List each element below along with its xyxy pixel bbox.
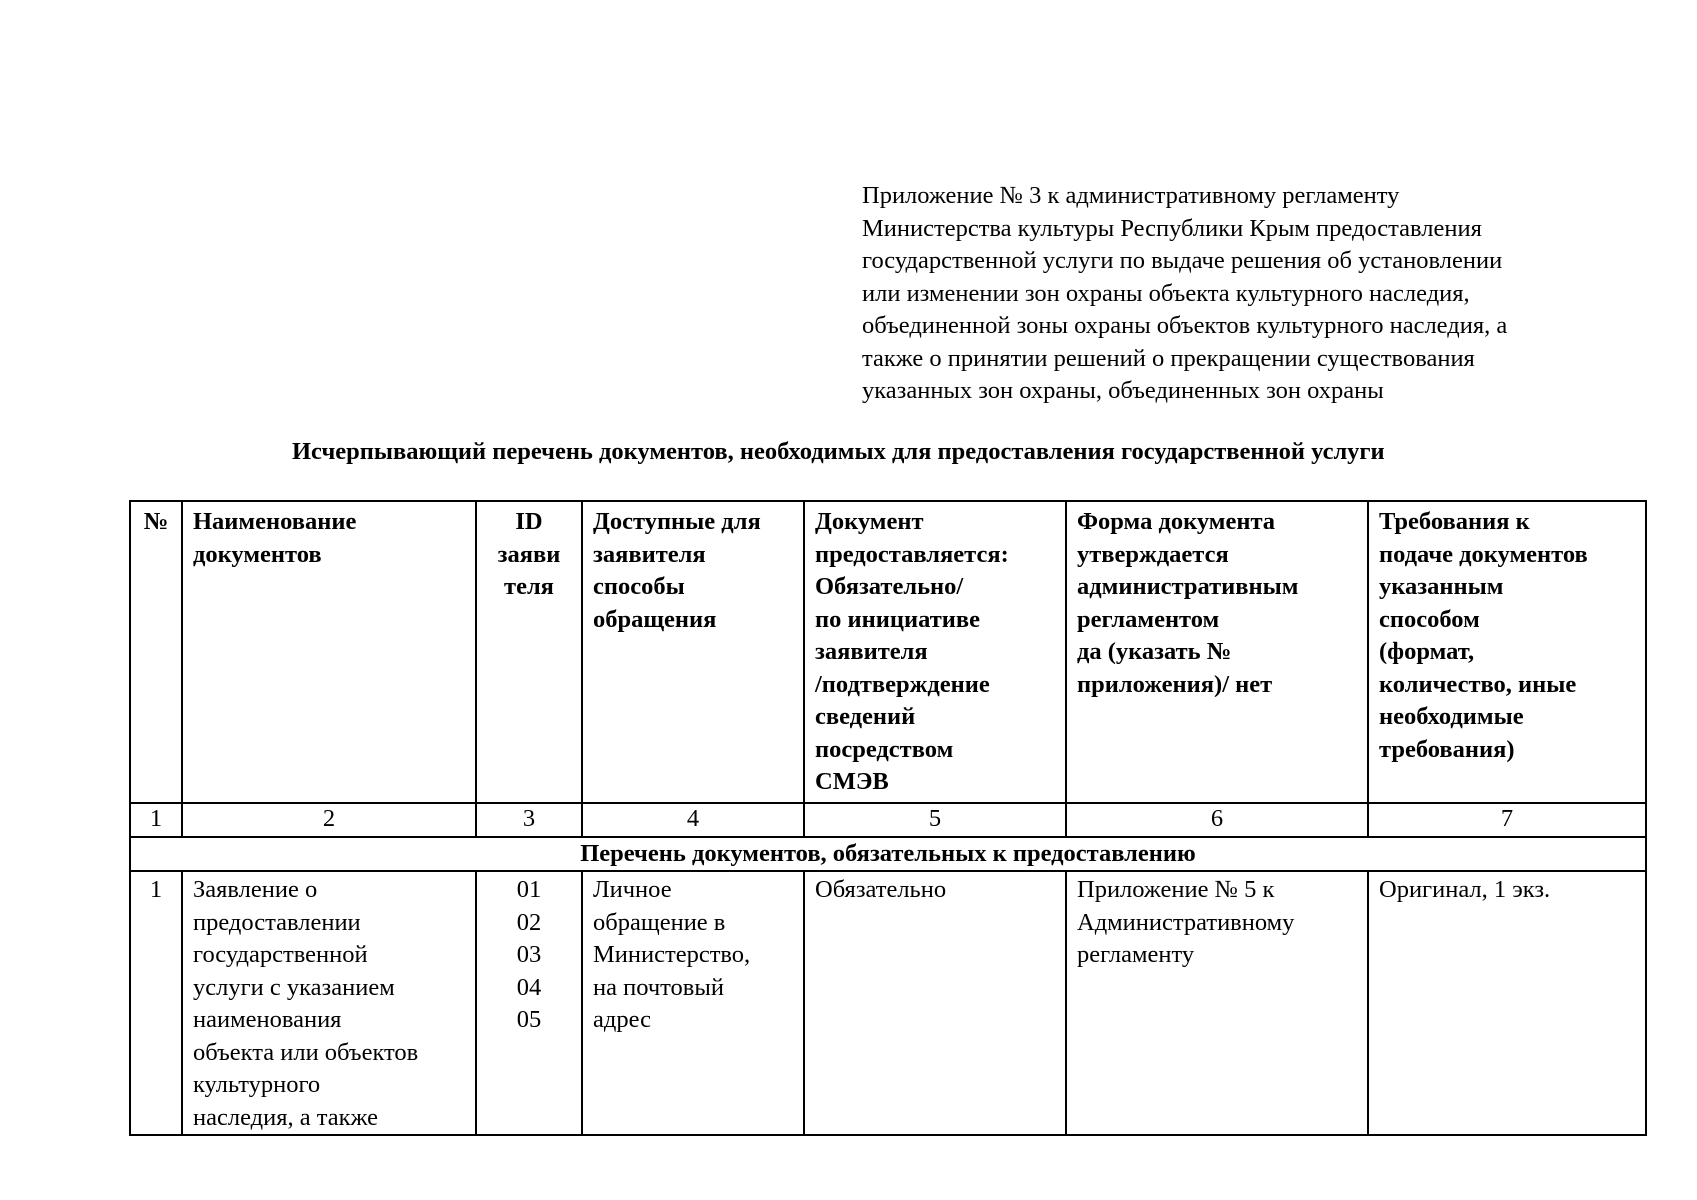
column-number: 5 xyxy=(804,803,1066,837)
row-requirements: Оригинал, 1 экз. xyxy=(1368,871,1646,1135)
row-number: 1 xyxy=(130,871,182,1135)
appendix-line: Приложение № 3 к административному регламенту xyxy=(862,182,1400,209)
appendix-line: объединенной зоны охраны объектов культурного наследия, а xyxy=(862,312,1508,339)
appendix-line: или изменении зон охраны объекта культурного наследия, xyxy=(862,279,1470,307)
document-title: Исчерпывающий перечень документов, необходимых для предоставления государственной услуги xyxy=(292,438,1385,465)
table-header-row xyxy=(130,501,1646,803)
appendix-line: указанных зон охраны, объединенных зон охраны xyxy=(862,377,1384,404)
documents-table xyxy=(129,500,1647,1136)
header-cell-id: ID заяви теля xyxy=(476,501,582,803)
appendix-line: также о принятии решений о прекращении существования xyxy=(862,344,1475,372)
table-row xyxy=(130,871,1646,1135)
column-number: 2 xyxy=(182,803,476,837)
header-cell-requirements: Требования к подаче документов указанным способом (формат, количество, иные необходимые требования) xyxy=(1368,501,1646,803)
row-form: Приложение № 5 к Административному регламенту xyxy=(1066,871,1368,1135)
row-document-name: Заявление о предоставлении государственной услуги с указанием наименования объекта или объектов культурного наследия, а также xyxy=(182,871,476,1135)
appendix-header xyxy=(862,180,1662,408)
appendix-line: Министерства культуры Республики Крым предоставления xyxy=(862,214,1482,242)
column-number: 4 xyxy=(582,803,804,837)
row-provided: Обязательно xyxy=(804,871,1066,1135)
column-number: 7 xyxy=(1368,803,1646,837)
header-cell-number: № xyxy=(130,501,182,803)
column-number: 3 xyxy=(476,803,582,837)
appendix-line: государственной услуги по выдаче решения об установлении xyxy=(862,247,1503,274)
header-cell-provided: Документ предоставляется: Обязательно/ по инициативе заявителя /подтверждение сведений посредством СМЭВ xyxy=(804,501,1066,803)
header-cell-form: Форма документа утверждается административным регламентом да (указать № приложения)/ нет xyxy=(1066,501,1368,803)
row-methods: Личное обращение в Министерство, на почтовый адрес xyxy=(582,871,804,1135)
header-cell-methods: Доступные для заявителя способы обращения xyxy=(582,501,804,803)
column-number: 6 xyxy=(1066,803,1368,837)
row-applicant-ids: 01 02 03 04 05 xyxy=(476,871,582,1135)
header-cell-name: Наименование документов xyxy=(182,501,476,803)
column-number: 1 xyxy=(130,803,182,837)
section-row xyxy=(130,837,1646,871)
column-number-row xyxy=(130,803,1646,837)
section-title: Перечень документов, обязательных к предоставлению xyxy=(130,837,1646,871)
